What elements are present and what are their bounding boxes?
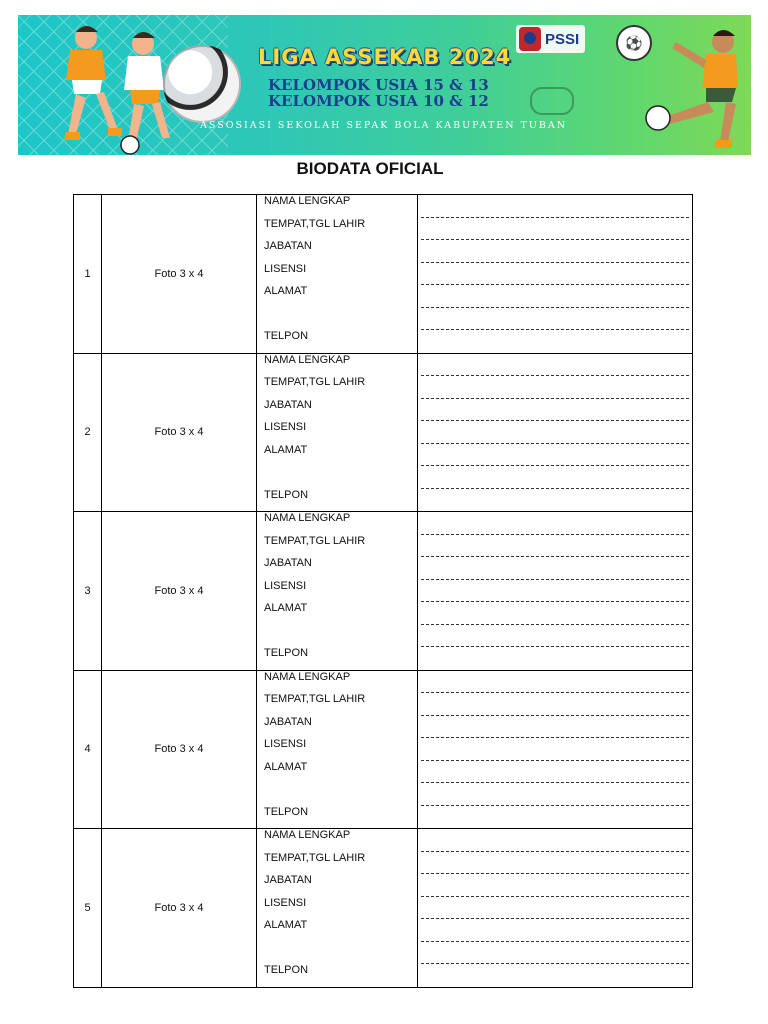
whistle-icon bbox=[530, 87, 574, 115]
dotted-fill-line[interactable] bbox=[421, 535, 689, 558]
kicking-player-illustration bbox=[628, 20, 748, 155]
dotted-fill-line[interactable] bbox=[421, 874, 689, 897]
row-number: 1 bbox=[74, 195, 102, 354]
field-label-position: JABATAN bbox=[264, 715, 312, 728]
field-label-position: JABATAN bbox=[264, 398, 312, 411]
dotted-fill-line[interactable] bbox=[421, 285, 689, 308]
official-row bbox=[74, 670, 693, 829]
association-emblem-icon: ⚽ bbox=[616, 25, 652, 61]
pssi-logo bbox=[516, 25, 585, 53]
field-label-license: LISENSI bbox=[264, 896, 307, 909]
dotted-fill-line[interactable] bbox=[421, 852, 689, 875]
field-label-phone: TELPON bbox=[264, 488, 309, 501]
dotted-fill-line[interactable] bbox=[421, 602, 689, 625]
row-number: 4 bbox=[74, 670, 102, 829]
field-label-name: NAMA LENGKAP bbox=[264, 353, 351, 366]
photo-placeholder: Foto 3 x 4 bbox=[102, 512, 257, 671]
dotted-fill-line[interactable] bbox=[421, 308, 689, 331]
field-labels bbox=[257, 670, 418, 829]
photo-placeholder: Foto 3 x 4 bbox=[102, 353, 257, 512]
dotted-fill-line[interactable] bbox=[421, 512, 689, 535]
field-label-address: ALAMAT bbox=[264, 919, 308, 931]
soccer-ball-icon bbox=[163, 45, 241, 123]
field-label-license: LISENSI bbox=[264, 262, 307, 275]
dotted-fill-line[interactable] bbox=[421, 897, 689, 920]
field-labels bbox=[257, 829, 418, 988]
dotted-fill-line[interactable] bbox=[421, 444, 689, 467]
field-label-address: ALAMAT bbox=[264, 285, 308, 297]
official-row bbox=[74, 829, 693, 988]
fill-in-area bbox=[418, 829, 693, 988]
dotted-fill-line[interactable] bbox=[421, 195, 689, 218]
pssi-logo-text: PSSI bbox=[545, 30, 580, 48]
fill-in-area bbox=[418, 670, 693, 829]
dotted-fill-line[interactable] bbox=[421, 421, 689, 444]
field-labels bbox=[257, 195, 418, 354]
dotted-fill-line[interactable] bbox=[421, 716, 689, 739]
row-number: 5 bbox=[74, 829, 102, 988]
dotted-fill-line[interactable] bbox=[421, 761, 689, 784]
age-group-line-2: KELOMPOK USIA 10 & 12 bbox=[268, 92, 489, 110]
dotted-fill-line[interactable] bbox=[421, 354, 689, 377]
row-number: 2 bbox=[74, 353, 102, 512]
dotted-fill-line[interactable] bbox=[421, 919, 689, 942]
league-title: LIGA ASSEKAB 2024 bbox=[258, 45, 512, 69]
photo-placeholder: Foto 3 x 4 bbox=[102, 195, 257, 354]
dotted-fill-line[interactable] bbox=[421, 693, 689, 716]
dotted-fill-line[interactable] bbox=[421, 557, 689, 580]
dotted-fill-line[interactable] bbox=[421, 240, 689, 263]
field-label-position: JABATAN bbox=[264, 557, 312, 569]
photo-placeholder: Foto 3 x 4 bbox=[102, 670, 257, 829]
page-title: BIODATA OFICIAL bbox=[296, 159, 444, 178]
dotted-fill-line[interactable] bbox=[421, 263, 689, 286]
field-label-birth: TEMPAT,TGL LAHIR bbox=[264, 376, 366, 388]
fill-in-area bbox=[418, 512, 693, 671]
field-label-phone: TELPON bbox=[264, 330, 309, 342]
row-number: 3 bbox=[74, 512, 102, 671]
dotted-fill-line[interactable] bbox=[421, 829, 689, 852]
field-label-license: LISENSI bbox=[264, 738, 307, 750]
field-label-phone: TELPON bbox=[264, 647, 309, 659]
field-label-birth: TEMPAT,TGL LAHIR bbox=[264, 851, 366, 864]
field-label-name: NAMA LENGKAP bbox=[264, 829, 351, 841]
field-label-name: NAMA LENGKAP bbox=[264, 512, 351, 524]
pssi-emblem-icon bbox=[519, 27, 541, 51]
age-group-line-1: KELOMPOK USIA 15 & 13 bbox=[268, 76, 489, 94]
field-label-license: LISENSI bbox=[264, 579, 307, 592]
field-label-birth: TEMPAT,TGL LAHIR bbox=[264, 693, 366, 705]
dotted-fill-line[interactable] bbox=[421, 466, 689, 489]
field-labels bbox=[257, 512, 418, 671]
official-row bbox=[74, 512, 693, 671]
dotted-fill-line[interactable] bbox=[421, 783, 689, 806]
field-labels bbox=[257, 353, 418, 512]
field-label-position: JABATAN bbox=[264, 240, 312, 252]
official-row bbox=[74, 195, 693, 354]
photo-placeholder: Foto 3 x 4 bbox=[102, 829, 257, 988]
field-label-address: ALAMAT bbox=[264, 760, 308, 773]
fill-in-area bbox=[418, 195, 693, 354]
dotted-fill-line[interactable] bbox=[421, 738, 689, 761]
field-label-address: ALAMAT bbox=[264, 602, 308, 614]
header-banner bbox=[18, 15, 751, 155]
dotted-fill-line[interactable] bbox=[421, 376, 689, 399]
field-label-license: LISENSI bbox=[264, 421, 307, 433]
dotted-fill-line[interactable] bbox=[421, 625, 689, 648]
association-name: ASSOSIASI SEKOLAH SEPAK BOLA KABUPATEN TUBAN bbox=[200, 120, 568, 131]
dotted-fill-line[interactable] bbox=[421, 671, 689, 694]
field-label-birth: TEMPAT,TGL LAHIR bbox=[264, 534, 366, 547]
field-label-phone: TELPON bbox=[264, 964, 309, 976]
field-label-position: JABATAN bbox=[264, 874, 312, 886]
dotted-fill-line[interactable] bbox=[421, 580, 689, 603]
field-label-birth: TEMPAT,TGL LAHIR bbox=[264, 217, 366, 230]
official-row bbox=[74, 353, 693, 512]
biodata-table bbox=[73, 194, 693, 988]
field-label-phone: TELPON bbox=[264, 805, 309, 818]
field-label-address: ALAMAT bbox=[264, 443, 308, 456]
field-label-name: NAMA LENGKAP bbox=[264, 670, 351, 683]
fill-in-area bbox=[418, 353, 693, 512]
dotted-fill-line[interactable] bbox=[421, 942, 689, 965]
field-label-name: NAMA LENGKAP bbox=[264, 195, 351, 207]
dotted-fill-line[interactable] bbox=[421, 399, 689, 422]
dotted-fill-line[interactable] bbox=[421, 218, 689, 241]
